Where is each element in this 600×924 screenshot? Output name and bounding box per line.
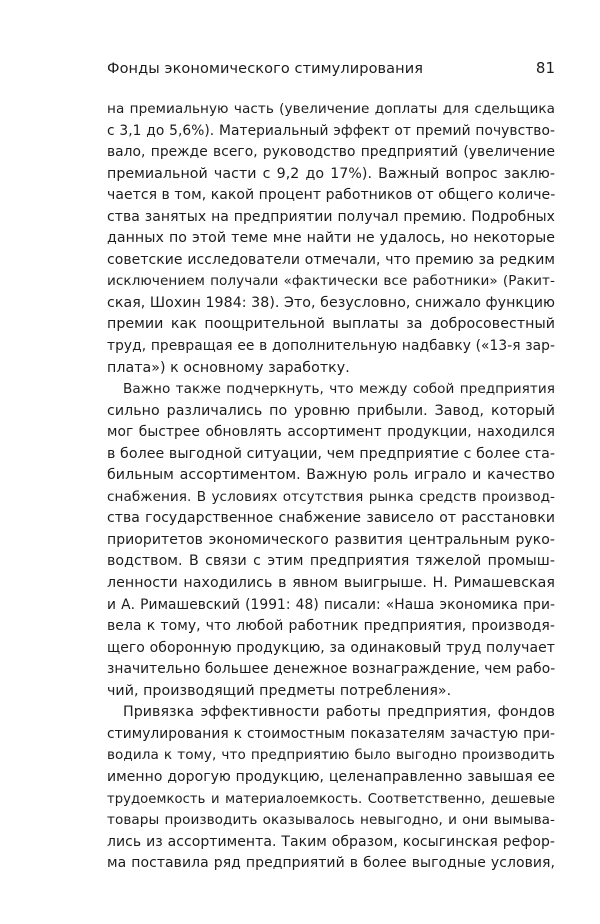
text-line: щего оборонную продукцию, за одинаковый труд получает	[107, 639, 555, 656]
text-line: труд, превращая ее в дополнительную надбавку («13-я зар-	[107, 338, 555, 355]
text-line: ства занятых на предприятии получал премию. Подробных	[107, 208, 555, 225]
running-title: Фонды экономического стимулирования	[107, 61, 424, 77]
text-line: данных по этой теме мне найти не удалось, но некоторые	[107, 230, 555, 247]
text-line: снабжения. В условиях отсутствия рынка средств производ-	[107, 488, 555, 505]
book-page	[107, 58, 555, 875]
text-line: в более выгодной ситуации, чем предприятие с более ста-	[107, 445, 555, 462]
text-line: ленности находились в явном выигрыше. Н. Римашевская	[107, 575, 555, 592]
text-line: стимулирования к стоимостным показателям зачастую при-	[107, 725, 555, 742]
text-line: именно дорогую продукцию, целенаправленно завышая ее	[107, 768, 555, 785]
text-line: ская, Шохин 1984: 38). Это, безусловно, снижало функцию	[107, 294, 556, 311]
paragraph-1	[107, 99, 555, 379]
paragraph-2	[107, 379, 555, 702]
text-line: трудоемкость и материалоемкость. Соответственно, дешевые	[107, 791, 555, 807]
text-line: премии как поощрительной выплаты за добросовестный	[107, 316, 555, 333]
text-line: лись из ассортимента. Таким образом, косыгинская рефор-	[107, 833, 555, 850]
text-line: Привязка эффективности работы предприятия, фондов	[123, 704, 555, 721]
text-line: советские исследователи отмечали, что премию за редким	[107, 251, 555, 268]
text-line: приоритетов экономического развития центральным руко-	[107, 531, 555, 548]
text-line: мог быстрее обновлять ассортимент продукции, находился	[107, 424, 555, 441]
text-line: ства государственное снабжение зависело от расстановки	[107, 510, 555, 527]
text-line: вало, прежде всего, руководство предприятий (увеличение	[107, 144, 555, 161]
text-line: и А. Римашевский (1991: 48) писали: «Наша экономика при-	[107, 596, 555, 613]
text-line: с 3,1 до 5,6%). Материальный эффект от премий почувство-	[107, 122, 555, 139]
text-line: чий, производящий предметы потребления».	[107, 682, 452, 699]
running-header	[107, 58, 555, 80]
text-line: бильным ассортиментом. Важную роль играло и качество	[107, 467, 555, 484]
text-line: вела к тому, что любой работник предприятия, производя-	[107, 618, 555, 635]
body-text	[107, 99, 555, 875]
text-line: сильно различались по уровню прибыли. Завод, который	[107, 402, 555, 419]
text-line: чается в том, какой процент работников от общего количе-	[107, 187, 556, 204]
text-line: на премиальную часть (увеличение доплаты для сдельщика	[107, 101, 555, 117]
text-line: ма поставила ряд предприятий в более выгодные условия,	[107, 855, 555, 872]
text-line: значительно большее денежное вознаграждение, чем рабо-	[107, 661, 556, 678]
paragraph-3	[107, 702, 555, 874]
page-number: 81	[535, 59, 555, 77]
text-line: водством. В связи с этим предприятия тяжелой промыш-	[107, 553, 555, 570]
text-line: Важно также подчеркнуть, что между собой предприятия	[123, 381, 555, 398]
text-line: плата») к основному заработку.	[107, 359, 350, 376]
text-line: товары производить оказывалось невыгодно, и они вымыва-	[107, 812, 555, 829]
text-line: исключением получали «фактически все работники» (Ракит-	[107, 273, 555, 290]
text-line: водила к тому, что предприятию было выгодно производить	[107, 747, 555, 764]
text-line: премиальной части с 9,2 до 17%). Важный вопрос заклю-	[107, 165, 555, 182]
